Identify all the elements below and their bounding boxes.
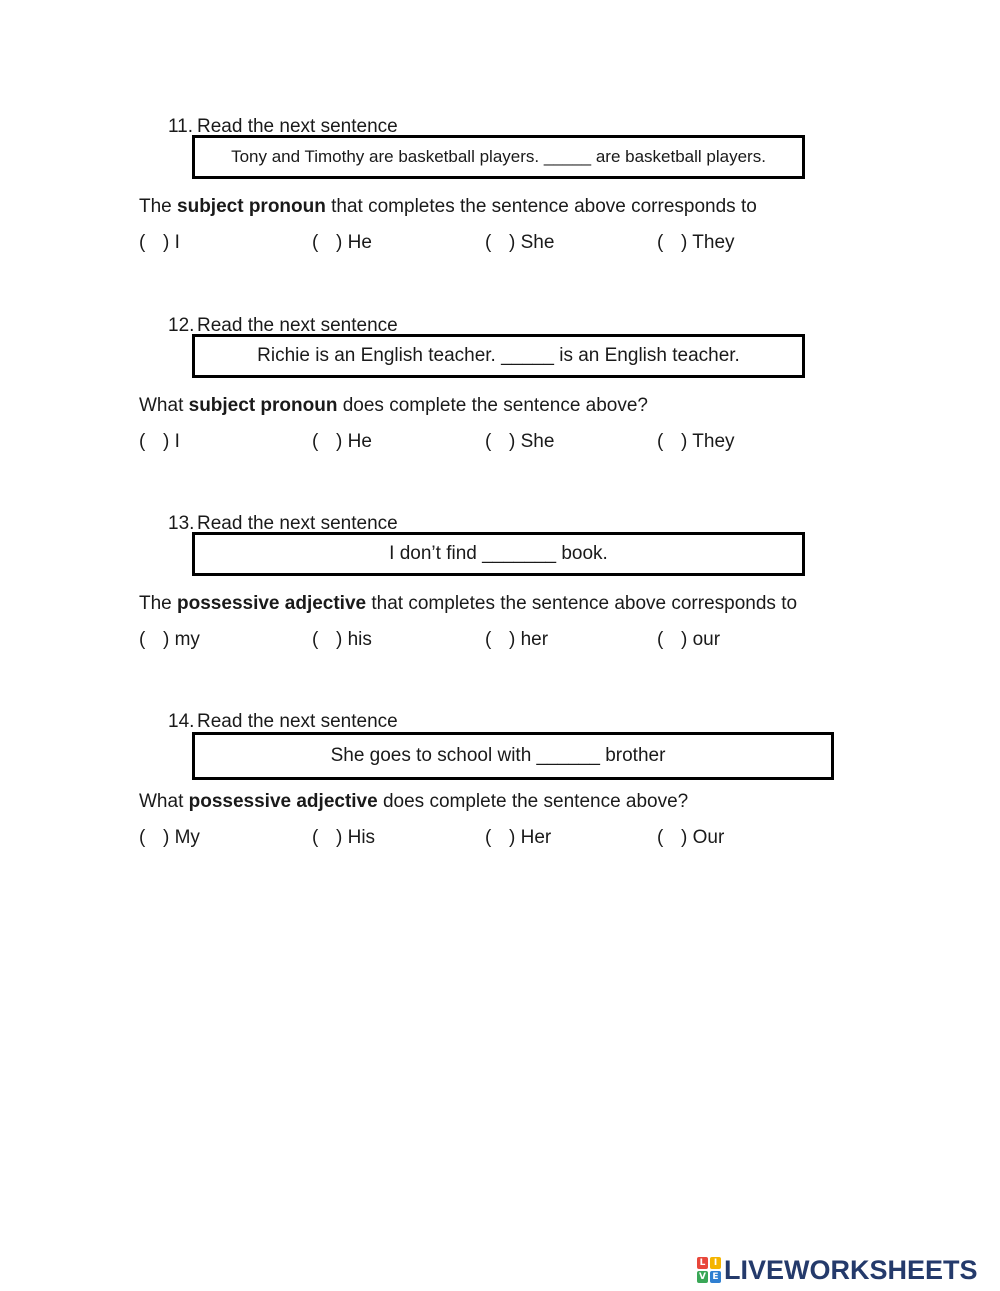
checkbox-close: ) xyxy=(681,629,688,650)
checkbox-open: ( xyxy=(139,431,146,452)
prompt-text: does complete the sentence above? xyxy=(377,791,689,812)
checkbox-close: ) xyxy=(681,232,688,253)
sentence-box xyxy=(192,532,805,576)
question-instruction: Read the next sentence xyxy=(197,711,398,732)
option-label: He xyxy=(347,431,372,452)
question-number: 12. xyxy=(168,315,195,336)
checkbox-open: ( xyxy=(657,827,664,848)
checkbox-close: ) xyxy=(336,431,343,452)
question-instruction: Read the next sentence xyxy=(197,116,398,137)
checkbox-open: ( xyxy=(485,827,492,848)
sentence-text: She goes to school with ______ brother xyxy=(330,745,666,766)
prompt-text: What xyxy=(139,791,189,812)
question-14 xyxy=(0,711,1000,901)
checkbox-open: ( xyxy=(485,629,492,650)
sentence-text: Richie is an English teacher. _____ is an English teacher. xyxy=(257,345,740,366)
checkbox-open: ( xyxy=(312,827,319,848)
checkbox-close: ) xyxy=(509,827,516,848)
sentence-box xyxy=(192,334,805,378)
question-header xyxy=(168,711,398,733)
sentence-box xyxy=(192,135,805,179)
question-13 xyxy=(0,513,1000,703)
checkbox-open: ( xyxy=(657,232,664,253)
prompt-text: that completes the sentence above corresponds to xyxy=(366,593,798,614)
checkbox-open: ( xyxy=(312,232,319,253)
option-he[interactable] xyxy=(312,429,372,455)
option-label: his xyxy=(347,629,372,650)
checkbox-open: ( xyxy=(657,431,664,452)
logo-text: LIVEWORKSHEETS xyxy=(724,1254,978,1285)
prompt-text: that completes the sentence above corresponds to xyxy=(325,196,757,217)
prompt-keyword: subject pronoun xyxy=(188,395,338,416)
option-she[interactable] xyxy=(485,230,554,256)
checkbox-close: ) xyxy=(509,629,516,650)
option-label: I xyxy=(174,431,180,452)
question-prompt xyxy=(139,394,648,418)
answer-options xyxy=(0,627,1000,653)
question-11 xyxy=(0,116,1000,306)
option-label: She xyxy=(520,431,555,452)
checkbox-close: ) xyxy=(163,232,170,253)
option-label: My xyxy=(174,827,200,848)
checkbox-close: ) xyxy=(509,232,516,253)
checkbox-close: ) xyxy=(163,629,170,650)
prompt-keyword: subject pronoun xyxy=(177,196,326,217)
prompt-text: The xyxy=(139,593,178,614)
checkbox-open: ( xyxy=(312,629,319,650)
option-she[interactable] xyxy=(485,429,554,455)
answer-options xyxy=(0,230,1000,256)
option-he[interactable] xyxy=(312,230,372,256)
sentence-text: Tony and Timothy are basketball players. _____ are basketball players. xyxy=(231,147,766,166)
question-number: 14. xyxy=(168,711,195,732)
option-our[interactable] xyxy=(657,627,720,653)
checkbox-close: ) xyxy=(163,827,170,848)
option-i[interactable] xyxy=(139,429,180,455)
checkbox-open: ( xyxy=(485,431,492,452)
prompt-text: The xyxy=(139,196,178,217)
option-label: her xyxy=(520,629,549,650)
option-my[interactable] xyxy=(139,825,200,851)
option-label: She xyxy=(520,232,555,253)
prompt-text: does complete the sentence above? xyxy=(337,395,649,416)
option-her[interactable] xyxy=(485,825,551,851)
option-label: I xyxy=(174,232,180,253)
checkbox-open: ( xyxy=(485,232,492,253)
question-12 xyxy=(0,315,1000,505)
logo-mark-letter: E xyxy=(710,1271,721,1283)
checkbox-open: ( xyxy=(139,629,146,650)
liveworksheets-logo[interactable] xyxy=(697,1256,978,1284)
prompt-keyword: possessive adjective xyxy=(177,593,367,614)
prompt-text: What xyxy=(139,395,189,416)
question-prompt xyxy=(139,195,757,219)
checkbox-close: ) xyxy=(336,232,343,253)
checkbox-open: ( xyxy=(312,431,319,452)
logo-mark-icon xyxy=(697,1257,721,1283)
question-prompt xyxy=(139,592,797,616)
sentence-box xyxy=(192,732,834,780)
question-prompt xyxy=(139,790,688,814)
option-label: He xyxy=(347,232,372,253)
option-his[interactable] xyxy=(312,825,375,851)
option-label: my xyxy=(174,629,200,650)
checkbox-close: ) xyxy=(681,827,688,848)
option-label: His xyxy=(347,827,376,848)
option-label: Our xyxy=(692,827,725,848)
logo-mark-letter: I xyxy=(710,1257,721,1269)
prompt-keyword: possessive adjective xyxy=(188,791,378,812)
option-i[interactable] xyxy=(139,230,180,256)
answer-options xyxy=(0,825,1000,851)
checkbox-close: ) xyxy=(681,431,688,452)
logo-mark-letter: L xyxy=(697,1257,708,1269)
checkbox-close: ) xyxy=(336,827,343,848)
checkbox-open: ( xyxy=(139,827,146,848)
answer-options xyxy=(0,429,1000,455)
question-instruction: Read the next sentence xyxy=(197,513,398,534)
option-label: Her xyxy=(520,827,552,848)
option-they[interactable] xyxy=(657,429,735,455)
option-our[interactable] xyxy=(657,825,724,851)
logo-mark-letter: V xyxy=(697,1271,708,1283)
option-label: They xyxy=(692,232,735,253)
option-label: our xyxy=(692,629,721,650)
option-label: They xyxy=(692,431,735,452)
checkbox-open: ( xyxy=(657,629,664,650)
option-his[interactable] xyxy=(312,627,372,653)
question-instruction: Read the next sentence xyxy=(197,315,398,336)
option-her[interactable] xyxy=(485,627,548,653)
option-they[interactable] xyxy=(657,230,735,256)
question-number: 11. xyxy=(168,116,194,137)
checkbox-close: ) xyxy=(336,629,343,650)
checkbox-close: ) xyxy=(163,431,170,452)
checkbox-close: ) xyxy=(509,431,516,452)
checkbox-open: ( xyxy=(139,232,146,253)
sentence-text: I don’t find _______ book. xyxy=(389,543,608,564)
option-my[interactable] xyxy=(139,627,200,653)
question-number: 13. xyxy=(168,513,195,534)
